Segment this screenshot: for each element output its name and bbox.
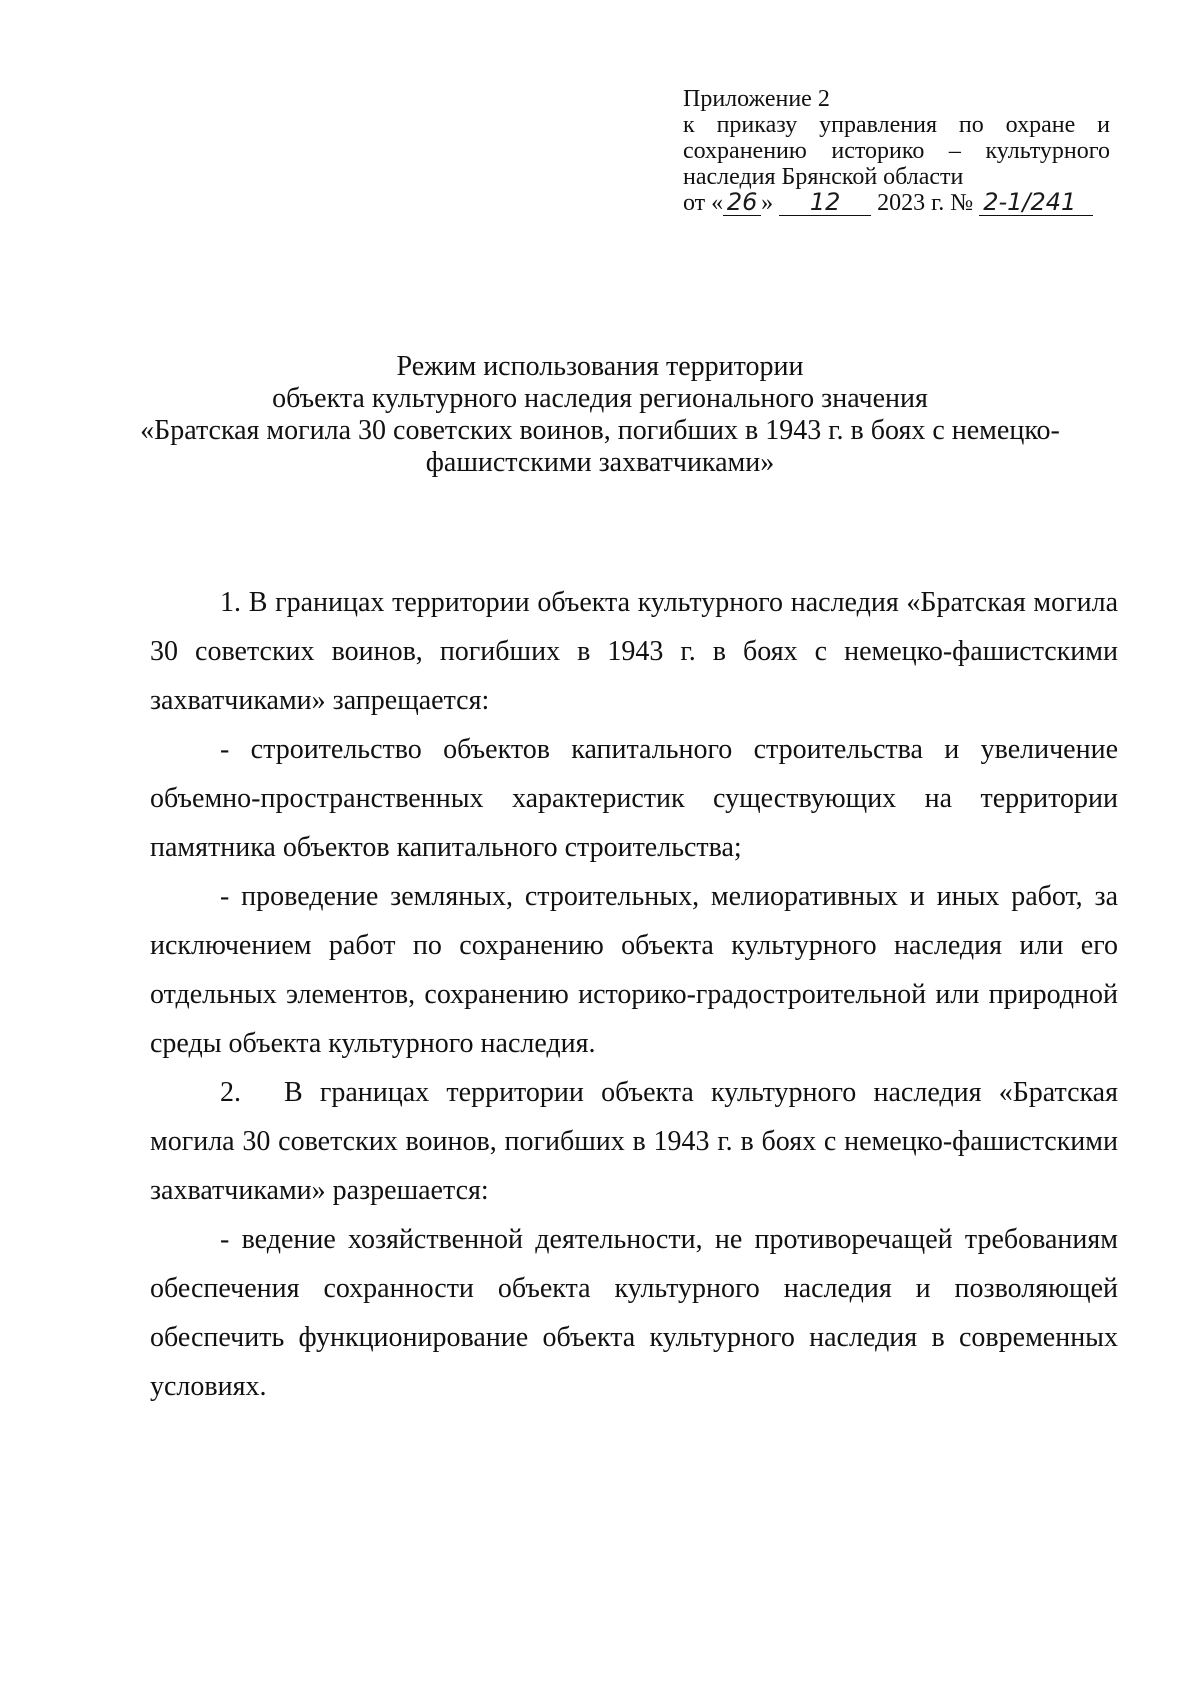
appendix-order-line: к приказу управления по охране и: [683, 112, 1110, 138]
date-year: 2023 г. №: [877, 190, 974, 216]
order-number-field: [979, 190, 1093, 216]
date-prefix: от «: [683, 190, 724, 216]
appendix-title: Приложение 2: [683, 86, 830, 112]
paragraph-2-item-1: - ведение хозяйственной деятельности, не противоречащей требованиям обеспечения сохранности объекта культурного наследия и позволяющей обеспечить функционирование объекта культурного наследия в современных условиях.: [150, 1224, 1118, 1402]
date-day-handwritten: 26: [726, 188, 758, 216]
title-line-1: Режим использования территории: [396, 351, 804, 382]
order-number-handwritten: 2-1/241: [983, 188, 1077, 216]
document-body: [150, 578, 1118, 1411]
paragraph-1: 1. В границах территории объекта культурного наследия «Братская могила 30 советских воинов, погибших в 1943 г. в боях с немецко-фашистскими захватчиками» запрещается:: [150, 587, 1118, 716]
date-month-field: [779, 190, 871, 216]
appendix-authority-line: сохранению историко – культурного: [683, 138, 1110, 164]
date-day-field: [723, 190, 761, 216]
paragraph-1-item-2: - проведение земляных, строительных, мелиоративных и иных работ, за исключением работ по сохранению объекта культурного наследия или его отдельных элементов, сохранению историко-градостроительной или природной среды объекта культурного наследия.: [150, 881, 1118, 1059]
paragraph-1-item-1: - строительство объектов капитального строительства и увеличение объемно-пространственных характеристик существующих на территории памятника объектов капитального строительства;: [150, 734, 1118, 863]
title-line-3: «Братская могила 30 советских воинов, погибших в 1943 г. в боях с немецко-: [140, 415, 1060, 446]
appendix-region-line: наследия Брянской области: [683, 164, 964, 190]
title-line-2: объекта культурного наследия регионального значения: [272, 383, 928, 414]
document-title: [60, 351, 1140, 479]
title-line-4: фашистскими захватчиками»: [425, 447, 775, 478]
appendix-date-line: [683, 190, 1110, 216]
paragraph-2-number: 2.: [220, 1077, 241, 1108]
appendix-block: [683, 86, 1110, 216]
date-month-handwritten: 12: [809, 188, 841, 216]
paragraph-2: [150, 1068, 1118, 1215]
paragraph-2-text: В границах территории объекта культурного наследия «Братская могила 30 советских воинов, погибших в 1943 г. в боях с немецко-фашистскими захватчиками» разрешается:: [150, 1077, 1118, 1206]
date-mid: »: [761, 190, 774, 216]
